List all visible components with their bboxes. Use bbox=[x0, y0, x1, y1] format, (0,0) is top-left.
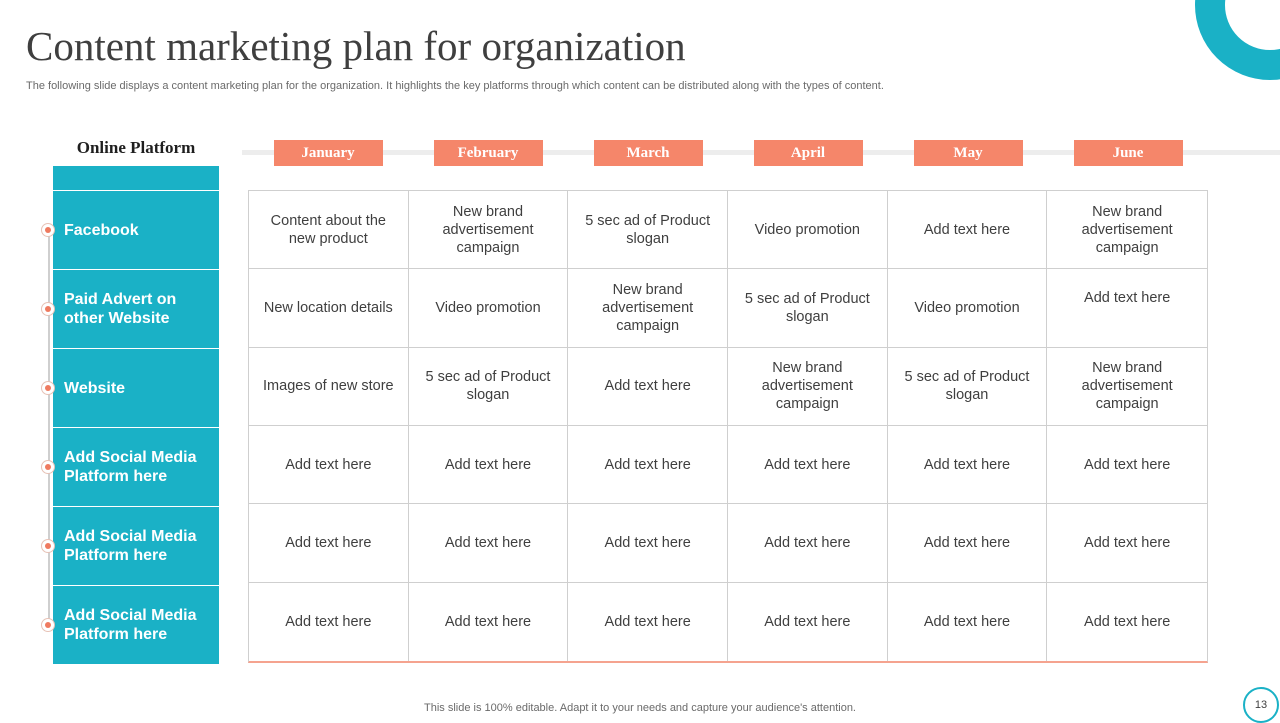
timeline-dot-icon bbox=[41, 539, 55, 553]
table-cell: Add text here bbox=[249, 426, 409, 504]
decorative-ring bbox=[1195, 0, 1280, 80]
platform-row bbox=[53, 349, 219, 427]
month-label: February bbox=[434, 140, 543, 166]
table-cell: Add text here bbox=[888, 583, 1048, 661]
platform-list bbox=[53, 191, 219, 665]
platform-row bbox=[53, 191, 219, 269]
timeline-dot-icon bbox=[41, 223, 55, 237]
platform-column-cap bbox=[53, 166, 219, 190]
month-header-cell bbox=[248, 140, 408, 166]
table-cell: New brand advertisement campaign bbox=[568, 269, 728, 347]
platform-row bbox=[53, 270, 219, 348]
platform-label: Add Social Media Platform here bbox=[64, 528, 197, 564]
month-header-cell bbox=[1048, 140, 1208, 166]
content-plan-table bbox=[248, 190, 1208, 663]
table-cell: Add text here bbox=[409, 583, 569, 661]
slide-title: Content marketing plan for organization bbox=[26, 23, 686, 69]
table-cell: Add text here bbox=[728, 426, 888, 504]
timeline-dot-icon bbox=[41, 618, 55, 632]
platform-row bbox=[53, 507, 219, 585]
month-header-cell bbox=[728, 140, 888, 166]
table-cell: New brand advertisement campaign bbox=[728, 348, 888, 426]
timeline-dot-icon bbox=[41, 381, 55, 395]
table-cell: 5 sec ad of Product slogan bbox=[728, 269, 888, 347]
table-cell: Add text here bbox=[1047, 426, 1207, 504]
table-cell: Add text here bbox=[1047, 269, 1207, 347]
month-label: March bbox=[594, 140, 703, 166]
table-cell: New brand advertisement campaign bbox=[1047, 348, 1207, 426]
page-number-badge: 13 bbox=[1243, 687, 1279, 723]
timeline-dot-icon bbox=[41, 460, 55, 474]
table-cell: Add text here bbox=[249, 583, 409, 661]
slide-footer: This slide is 100% editable. Adapt it to your needs and capture your audience's attention. bbox=[424, 702, 856, 714]
table-cell: Add text here bbox=[568, 348, 728, 426]
table-cell: 5 sec ad of Product slogan bbox=[409, 348, 569, 426]
platform-label: Facebook bbox=[64, 221, 139, 239]
table-cell: Add text here bbox=[568, 426, 728, 504]
table-cell: Add text here bbox=[568, 583, 728, 661]
table-cell: Add text here bbox=[1047, 504, 1207, 582]
table-cell: Add text here bbox=[728, 583, 888, 661]
timeline-line bbox=[48, 230, 50, 624]
month-header-cell bbox=[888, 140, 1048, 166]
table-cell: 5 sec ad of Product slogan bbox=[568, 191, 728, 269]
platform-row bbox=[53, 586, 219, 664]
slide-subtitle: The following slide displays a content marketing plan for the organization. It highlights the key platforms through which content can be distributed along with the types of content. bbox=[26, 80, 884, 92]
platform-label: Add Social Media Platform here bbox=[64, 449, 197, 485]
table-cell: Add text here bbox=[888, 426, 1048, 504]
platform-column-header: Online Platform bbox=[76, 138, 196, 157]
month-header-row bbox=[248, 140, 1208, 166]
table-cell: New location details bbox=[249, 269, 409, 347]
month-header-cell bbox=[568, 140, 728, 166]
month-label: May bbox=[914, 140, 1023, 166]
month-header-cell bbox=[408, 140, 568, 166]
table-cell: 5 sec ad of Product slogan bbox=[888, 348, 1048, 426]
table-cell: Content about the new product bbox=[249, 191, 409, 269]
table-cell: Add text here bbox=[888, 504, 1048, 582]
table-cell: New brand advertisement campaign bbox=[409, 191, 569, 269]
table-cell: Add text here bbox=[409, 426, 569, 504]
table-cell: Add text here bbox=[409, 504, 569, 582]
table-cell: Add text here bbox=[1084, 613, 1171, 630]
table-cell: Video promotion bbox=[409, 269, 569, 347]
table-cell: Video promotion bbox=[728, 191, 888, 269]
table-cell: Images of new store bbox=[249, 348, 409, 426]
platform-label: Add Social Media Platform here bbox=[64, 607, 197, 643]
table-cell: Add text here bbox=[568, 504, 728, 582]
month-label: April bbox=[754, 140, 863, 166]
platform-row bbox=[53, 428, 219, 506]
month-label: January bbox=[274, 140, 383, 166]
timeline-dot-icon bbox=[41, 302, 55, 316]
platform-label: Paid Advert on other Website bbox=[64, 291, 177, 327]
table-cell: Add text here bbox=[728, 504, 888, 582]
platform-label: Website bbox=[64, 379, 126, 397]
table-cell: Video promotion bbox=[888, 269, 1048, 347]
table-cell: New brand advertisement campaign bbox=[1047, 191, 1207, 269]
month-label: June bbox=[1074, 140, 1183, 166]
table-cell: Add text here bbox=[888, 191, 1048, 269]
table-cell: Add text here bbox=[249, 504, 409, 582]
